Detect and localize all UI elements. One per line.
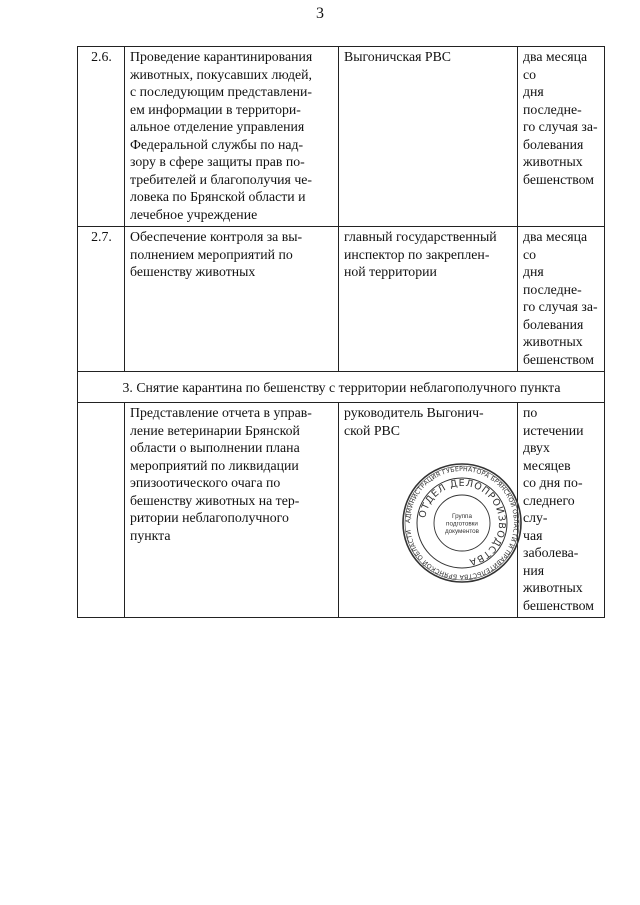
stamp-center-line: подготовки bbox=[446, 520, 478, 528]
table-row bbox=[78, 403, 605, 618]
action-cell: Проведение карантинирования животных, покусавших людей, с последующим представлени- ем информации в территори- альное отделение управления Федеральной службы по над- зору в сфере защиты прав по- требителей и благополучия че- ловека по Брянской области и лечебное учреждение bbox=[125, 47, 339, 227]
action-cell: Представление отчета в управ- ление ветеринарии Брянской области о выполнении плана мероприятий по ликвидации эпизоотического очага по бешенству животных на тер- ритории неблагополучного пункта bbox=[125, 403, 339, 618]
action-cell: Обеспечение контроля за вы- полнением мероприятий по бешенству животных bbox=[125, 227, 339, 372]
row-number: 2.6. bbox=[78, 47, 125, 227]
row-number: 2.7. bbox=[78, 227, 125, 372]
section-title: 3. Снятие карантина по бешенству с территории неблагополучного пункта bbox=[78, 372, 605, 403]
responsible-cell: руководитель Выгонич- ской РВС bbox=[339, 403, 518, 618]
stamp-center-line: документов bbox=[444, 528, 480, 535]
section-header-row bbox=[78, 372, 605, 403]
page-number: 3 bbox=[316, 5, 324, 22]
table-row bbox=[78, 227, 605, 372]
term-cell: два месяца со дня последне- го случая за- болевания животных бешенством bbox=[518, 227, 605, 372]
official-stamp bbox=[401, 462, 523, 584]
responsible-cell: главный государственный инспектор по закреплен- ной территории bbox=[339, 227, 518, 372]
plan-table bbox=[77, 46, 605, 618]
stamp-inner-text: ОТДЕЛ ДЕЛОПРОИЗВОДСТВА bbox=[417, 477, 508, 568]
term-cell: два месяца со дня последне- го случая за- болевания животных бешенством bbox=[518, 47, 605, 227]
stamp-center-line: Группа bbox=[452, 513, 472, 520]
table-row bbox=[78, 47, 605, 227]
responsible-cell: Выгоничская РВС bbox=[339, 47, 518, 227]
stamp-outer-text: АДМИНИСТРАЦИЯ ГУБЕРНАТОРА БРЯНСКОЙ ОБЛАСТИ И ПРАВИТЕЛЬСТВА БРЯНСКОЙ ОБЛАСТИ bbox=[404, 465, 520, 581]
term-cell: по истечении двух месяцев со дня по- следнего слу- чая заболева- ния животных бешенством bbox=[518, 403, 605, 618]
row-number bbox=[78, 403, 125, 618]
